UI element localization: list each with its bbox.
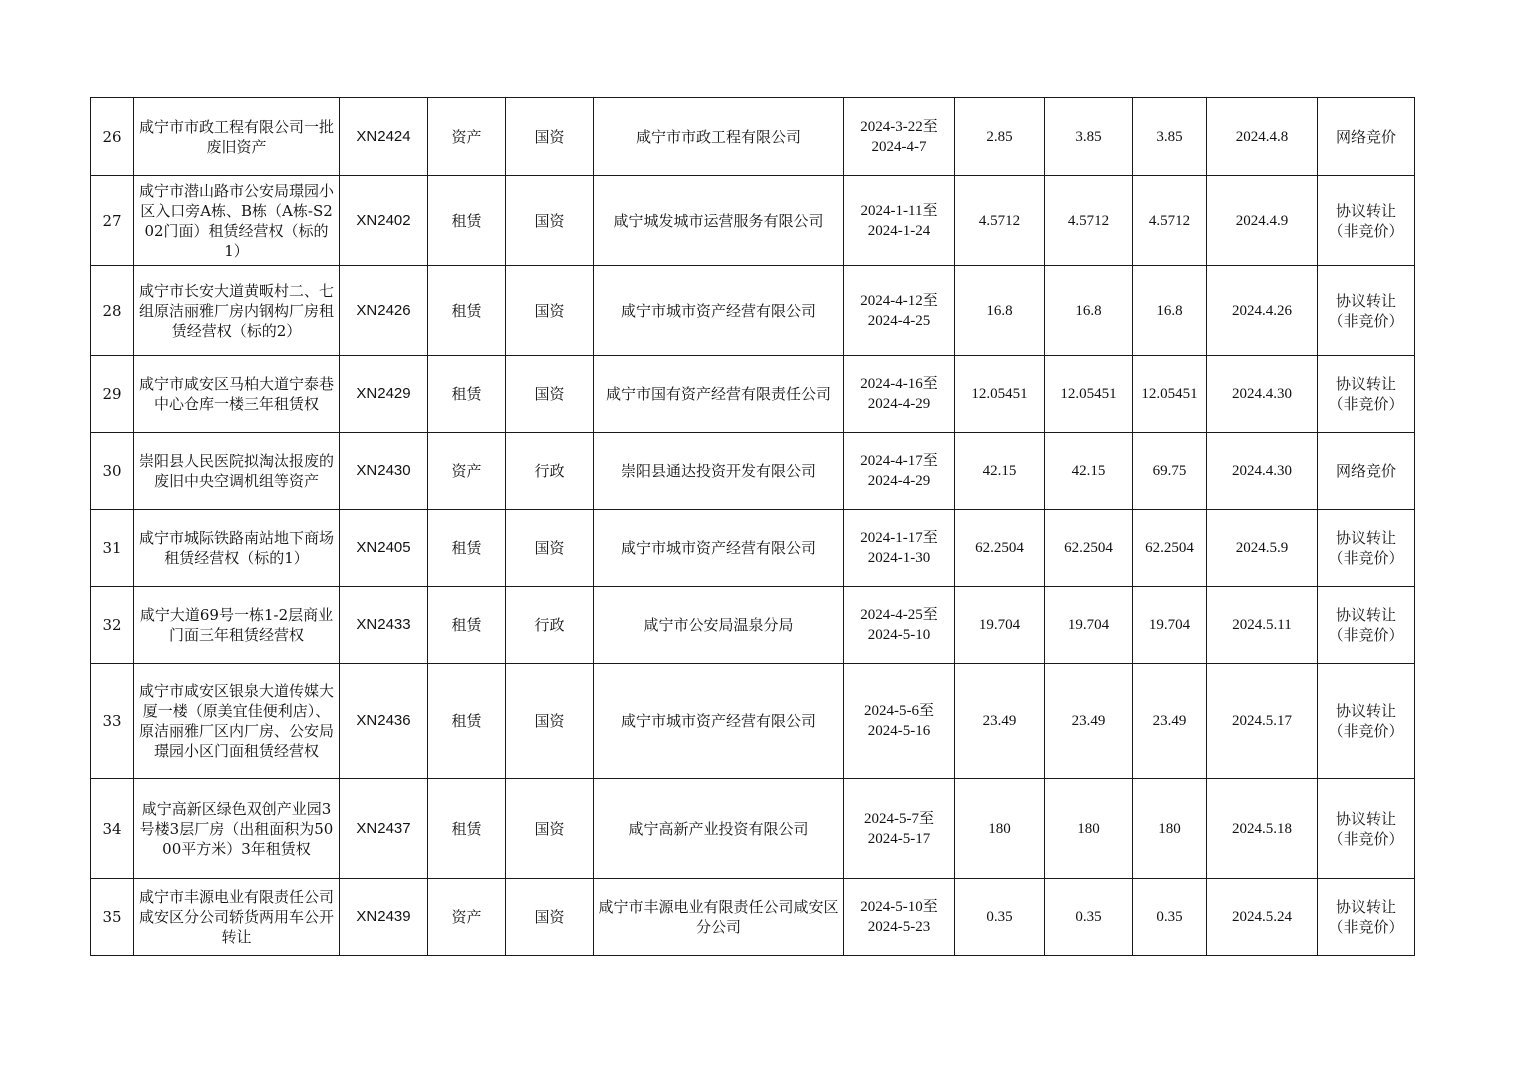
records-table-wrapper [90,97,1415,956]
project-type-cell: 租赁 [428,587,506,664]
transferor-unit-cell: 咸宁市市政工程有限公司 [594,98,844,176]
value-1-cell: 4.5712 [955,176,1045,266]
row-number-cell: 27 [91,176,134,266]
asset-nature-cell: 国资 [506,664,594,779]
project-code-cell: XN2430 [340,433,428,510]
method-line-1: 网络竞价 [1335,462,1396,480]
table-row [91,510,1415,587]
trade-method-cell [1318,664,1415,779]
transferor-unit-cell: 咸宁市城市资产经营有限公司 [594,510,844,587]
deal-date-cell: 2024.4.8 [1207,98,1318,176]
method-line-1: 协议转让 [1335,201,1396,220]
transferor-unit-cell: 咸宁城发城市运营服务有限公司 [594,176,844,266]
value-2-cell: 0.35 [1045,879,1133,956]
table-row [91,779,1415,879]
listing-period-cell [844,98,955,176]
period-start: 2024-5-7至 [864,810,934,827]
project-code-cell: XN2439 [340,879,428,956]
deal-date-cell: 2024.4.26 [1207,266,1318,356]
method-line-2: （非竞价） [1328,626,1404,644]
period-end: 2024-4-29 [867,396,931,412]
table-row [91,664,1415,779]
transferor-unit-cell: 咸宁市城市资产经营有限公司 [594,664,844,779]
project-name-cell: 咸宁市咸安区银泉大道传媒大厦一楼（原美宜佳便利店）、原洁丽雅厂区内厂房、公安局璟园小区门面租赁经营权 [134,664,340,779]
project-type-cell: 资产 [428,98,506,176]
deal-date-cell: 2024.5.18 [1207,779,1318,879]
table-row [91,587,1415,664]
method-line-2: （非竞价） [1328,722,1404,740]
row-number-cell: 35 [91,879,134,956]
transferor-unit-cell: 咸宁市公安局温泉分局 [594,587,844,664]
method-line-2: （非竞价） [1328,918,1404,936]
trade-method-cell [1318,433,1415,510]
project-type-cell: 租赁 [428,266,506,356]
trade-method-cell [1318,779,1415,879]
deal-date-cell: 2024.4.30 [1207,433,1318,510]
transferor-unit-cell: 咸宁市国有资产经营有限责任公司 [594,356,844,433]
row-number-cell: 34 [91,779,134,879]
table-row [91,879,1415,956]
value-3-cell: 3.85 [1133,98,1207,176]
value-3-cell: 0.35 [1133,879,1207,956]
asset-nature-cell: 国资 [506,779,594,879]
project-name-cell: 咸宁市长安大道黄畈村二、七组原洁丽雅厂房内钢构厂房租赁经营权（标的2） [134,266,340,356]
project-name-cell: 咸宁市市政工程有限公司一批废旧资产 [134,98,340,176]
project-name-cell: 咸宁市咸安区马柏大道宁泰巷中心仓库一楼三年租赁权 [134,356,340,433]
project-name-cell: 咸宁大道69号一栋1-2层商业门面三年租赁经营权 [134,587,340,664]
row-number-cell: 32 [91,587,134,664]
value-1-cell: 12.05451 [955,356,1045,433]
project-code-cell: XN2405 [340,510,428,587]
period-end: 2024-4-7 [871,138,927,155]
value-3-cell: 12.05451 [1133,356,1207,433]
asset-nature-cell: 行政 [506,433,594,510]
value-2-cell: 4.5712 [1045,176,1133,266]
project-type-cell: 租赁 [428,779,506,879]
method-line-1: 协议转让 [1335,702,1396,720]
trade-method-cell [1318,356,1415,433]
trade-method-cell [1318,879,1415,956]
listing-period-cell [844,510,955,587]
period-start: 2024-4-12至 [860,292,938,309]
value-1-cell: 42.15 [955,433,1045,510]
method-line-2: （非竞价） [1328,221,1404,240]
method-line-2: （非竞价） [1328,829,1404,848]
trade-method-cell [1318,176,1415,266]
period-start: 2024-4-17至 [860,453,938,469]
table-row [91,98,1415,176]
period-end: 2024-5-10 [867,627,931,643]
deal-date-cell: 2024.5.9 [1207,510,1318,587]
project-code-cell: XN2437 [340,779,428,879]
method-line-1: 协议转让 [1335,809,1396,828]
value-2-cell: 180 [1045,779,1133,879]
table-row [91,356,1415,433]
table-row [91,433,1415,510]
value-1-cell: 16.8 [955,266,1045,356]
deal-date-cell: 2024.5.11 [1207,587,1318,664]
value-2-cell: 42.15 [1045,433,1133,510]
project-code-cell: XN2426 [340,266,428,356]
method-line-1: 协议转让 [1335,375,1396,393]
deal-date-cell: 2024.4.30 [1207,356,1318,433]
value-3-cell: 180 [1133,779,1207,879]
period-start: 2024-5-10至 [860,899,938,915]
value-2-cell: 19.704 [1045,587,1133,664]
method-line-2: （非竞价） [1328,549,1404,567]
period-start: 2024-3-22至 [860,118,938,135]
value-3-cell: 62.2504 [1133,510,1207,587]
method-line-1: 协议转让 [1335,291,1396,310]
value-1-cell: 62.2504 [955,510,1045,587]
project-name-cell: 崇阳县人民医院拟淘汰报废的废旧中央空调机组等资产 [134,433,340,510]
transferor-unit-cell: 咸宁高新产业投资有限公司 [594,779,844,879]
value-1-cell: 19.704 [955,587,1045,664]
row-number-cell: 30 [91,433,134,510]
listing-period-cell [844,779,955,879]
asset-nature-cell: 行政 [506,587,594,664]
row-number-cell: 33 [91,664,134,779]
period-end: 2024-1-24 [867,222,931,239]
value-2-cell: 62.2504 [1045,510,1133,587]
project-code-cell: XN2424 [340,98,428,176]
project-type-cell: 资产 [428,433,506,510]
listing-period-cell [844,266,955,356]
method-line-2: （非竞价） [1328,395,1404,413]
value-3-cell: 69.75 [1133,433,1207,510]
transferor-unit-cell: 咸宁市城市资产经营有限公司 [594,266,844,356]
listing-period-cell [844,433,955,510]
project-type-cell: 租赁 [428,664,506,779]
records-table [90,97,1415,956]
method-line-1: 协议转让 [1335,529,1396,547]
project-type-cell: 租赁 [428,356,506,433]
trade-method-cell [1318,587,1415,664]
method-line-1: 协议转让 [1335,898,1396,916]
project-name-cell: 咸宁高新区绿色双创产业园3号楼3层厂房（出租面积为5000平方米）3年租赁权 [134,779,340,879]
project-code-cell: XN2402 [340,176,428,266]
method-line-1: 协议转让 [1335,606,1396,624]
value-3-cell: 19.704 [1133,587,1207,664]
project-name-cell: 咸宁市丰源电业有限责任公司咸安区分公司轿货两用车公开转让 [134,879,340,956]
period-end: 2024-4-29 [867,473,931,489]
trade-method-cell [1318,98,1415,176]
listing-period-cell [844,664,955,779]
period-end: 2024-5-16 [867,723,931,739]
asset-nature-cell: 国资 [506,176,594,266]
listing-period-cell [844,176,955,266]
asset-nature-cell: 国资 [506,356,594,433]
transferor-unit-cell: 咸宁市丰源电业有限责任公司咸安区分公司 [594,879,844,956]
period-end: 2024-5-23 [867,919,931,935]
asset-nature-cell: 国资 [506,879,594,956]
listing-period-cell [844,356,955,433]
period-end: 2024-5-17 [867,830,931,847]
period-start: 2024-1-17至 [860,530,938,546]
project-type-cell: 租赁 [428,176,506,266]
period-start: 2024-4-16至 [860,376,938,392]
project-code-cell: XN2436 [340,664,428,779]
table-row [91,266,1415,356]
period-start: 2024-5-6至 [864,703,934,719]
method-line-2: （非竞价） [1328,311,1404,330]
value-1-cell: 0.35 [955,879,1045,956]
project-type-cell: 租赁 [428,510,506,587]
project-name-cell: 咸宁市潜山路市公安局璟园小区入口旁A栋、B栋（A栋-S202门面）租赁经营权（标的1） [134,176,340,266]
period-end: 2024-1-30 [867,550,931,566]
listing-period-cell [844,587,955,664]
value-3-cell: 4.5712 [1133,176,1207,266]
row-number-cell: 31 [91,510,134,587]
period-start: 2024-1-11至 [860,202,938,219]
value-3-cell: 16.8 [1133,266,1207,356]
project-name-cell: 咸宁市城际铁路南站地下商场租赁经营权（标的1） [134,510,340,587]
value-1-cell: 2.85 [955,98,1045,176]
value-1-cell: 23.49 [955,664,1045,779]
method-line-1: 网络竞价 [1335,127,1396,146]
table-body [91,98,1415,956]
asset-nature-cell: 国资 [506,266,594,356]
row-number-cell: 29 [91,356,134,433]
row-number-cell: 28 [91,266,134,356]
row-number-cell: 26 [91,98,134,176]
trade-method-cell [1318,266,1415,356]
deal-date-cell: 2024.5.24 [1207,879,1318,956]
listing-period-cell [844,879,955,956]
value-3-cell: 23.49 [1133,664,1207,779]
period-end: 2024-4-25 [867,312,931,329]
value-1-cell: 180 [955,779,1045,879]
value-2-cell: 3.85 [1045,98,1133,176]
value-2-cell: 16.8 [1045,266,1133,356]
table-row [91,176,1415,266]
trade-method-cell [1318,510,1415,587]
transferor-unit-cell: 崇阳县通达投资开发有限公司 [594,433,844,510]
asset-nature-cell: 国资 [506,98,594,176]
deal-date-cell: 2024.4.9 [1207,176,1318,266]
deal-date-cell: 2024.5.17 [1207,664,1318,779]
value-2-cell: 23.49 [1045,664,1133,779]
period-start: 2024-4-25至 [860,607,938,623]
asset-nature-cell: 国资 [506,510,594,587]
value-2-cell: 12.05451 [1045,356,1133,433]
project-code-cell: XN2429 [340,356,428,433]
project-code-cell: XN2433 [340,587,428,664]
project-type-cell: 资产 [428,879,506,956]
